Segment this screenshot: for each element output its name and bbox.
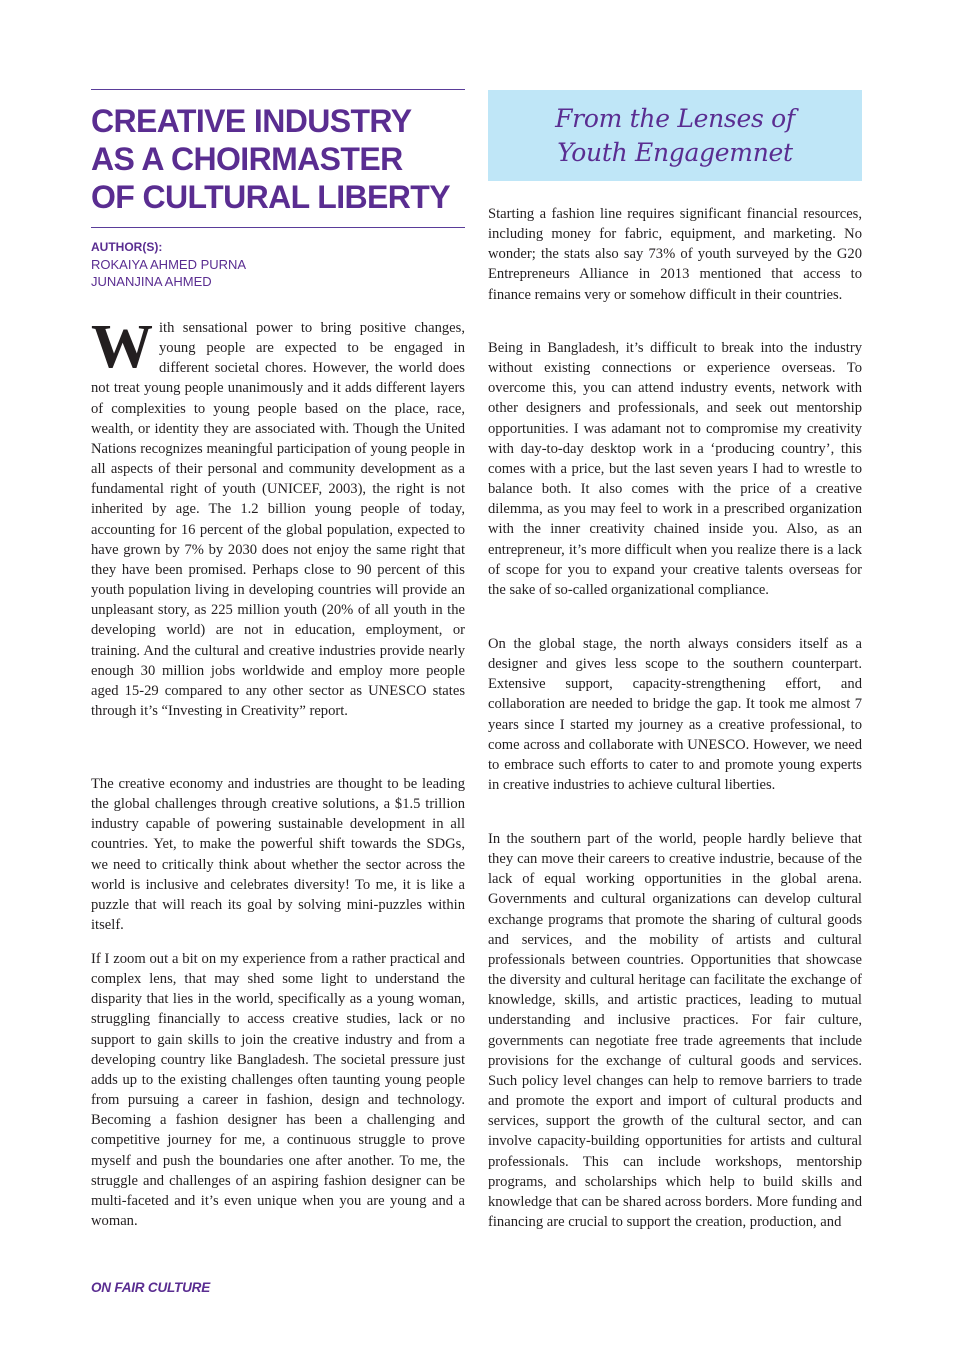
title-line-3: OF CULTURAL LIBERTY bbox=[91, 179, 450, 215]
author-name: JUNANJINA AHMED bbox=[91, 274, 212, 289]
body-paragraph: In the southern part of the world, people hardly believe that they can move their careers to creative industrie, because of the lack of equal working opportunities in the global arena. Governments and cultural organizations can develop cultural exchange programs that promote the sharing of cultural goods and services, and the mobility of artists and cultural professionals between countries. Opportunities that showcase the diversity and cultural heritage can facilitate the exchange of knowledge, skills, and artistic practices, leading to mutual understanding and inclusive practices. For fair culture, governments can negotiate free trade agreements that include provisions for the exchange of cultural goods and services. Such policy level changes can help to remove barriers to trade and promote the export and import of cultural products and services, support the growth of the cultural sector, and can involve capacity-building opportunities for artists and cultural professionals. This can include workshops, mentorship programs, and scholarships which help to build skills and knowledge that can be shared across borders. More funding and financing are crucial to support the creation, production, and bbox=[488, 831, 862, 1230]
body-paragraph bbox=[91, 313, 465, 721]
drop-cap: W bbox=[91, 313, 153, 381]
body-paragraph: The creative economy and industries are thought to be leading the global challenges through creative solutions, a $1.5 trillion industry capable of powering sustainable development in all countries. Yet, to make the powerful shift towards the SDGs, we need to critically think about whether the sector across the world is inclusive and celebrates diversity! To me, it is like a puzzle that will reach its goal by solving mini-puzzles within itself. bbox=[91, 776, 465, 934]
title-top-rule bbox=[91, 89, 465, 90]
title-line-2: AS A CHOIRMASTER bbox=[91, 141, 403, 177]
callout-line-2: Youth Engagemnet bbox=[557, 137, 793, 167]
section-callout bbox=[488, 90, 862, 181]
body-paragraph: If I zoom out a bit on my experience from a rather practical and complex lens, that may shed some light to understand the disparity that lies in the world, specifically as a young woman, struggling financially to access creative studies, lack or no support to gain skills to join the creative industry and from a developing country like Bangladesh. The societal pressure just adds up to the existing challenges often taunting young people from pursuing a career in fashion, design and technology. Becoming a fashion designer has been a challenging and competitive journey for me, a continuous struggle to prove myself and push the boundaries one after another. To me, the struggle and challenges of an aspiring fashion designer can be multi-faceted and it’s even unique when you are young and a woman. bbox=[91, 951, 465, 1230]
article-title bbox=[91, 102, 471, 216]
body-paragraph: Being in Bangladesh, it’s difficult to break into the industry without existing connections or experience overseas. To overcome this, you can attend industry events, network with other designers and professionals, and seek out mentorship opportunities. I was adamant not to compromise my creativity with day-to-day desktop work in a ‘producing country’, this comes with a price, but the last seven years I had to wrestle to balance both. It also comes with the price of a creative dilemma, as you may feel to work in a prescribed organization with the inner creativity chained inside you. Also, as an entrepreneur, it’s more difficult when you realize there is a lack of scope for you to expand your creative talents overseas for the sake of so-called organizational compliance. bbox=[488, 340, 862, 598]
paragraph-text: ith sensational power to bring positive changes, young people are expected to be engaged in different societal chores. However, the world does not treat young people unanimously and it adds different layers of complexities to young people based on the place, race, wealth, or identity they are associated with. Though the United Nations recognizes meaningful participation of young people in all aspects of their personal and community development as a fundamental right of youth (UNICEF, 2003), the right is not inherited by age. The 1.2 billion young people of today, accounting for 16 percent of the global population, expected to have grown by 7% by 2030 does not enjoy the same right that they have been promised. Perhaps close to 90 percent of this youth population living in developing countries will provide an unpleasant story, as 225 million youth (20% of all youth in the developing world) are not in education, employment, or training. And the cultural and creative industries provide nearly enough 30 million jobs worldwide and employ more people aged 15-29 compared to any other sector as UNESCO states through it’s “Investing in Creativity” report. bbox=[91, 320, 465, 719]
title-bottom-rule bbox=[91, 227, 465, 228]
author-block bbox=[91, 239, 465, 290]
footer-section-label: ON FAIR CULTURE bbox=[91, 1280, 210, 1295]
author-label: AUTHOR(S): bbox=[91, 240, 163, 254]
body-paragraph: Starting a fashion line requires significant financial resources, including money for fabric, equipment, and marketing. No wonder; the stats also say 73% of youth surveyed by the G20 Entrepreneurs Alliance in 2013 mentioned that access to finance remains very or somehow difficult in their countries. bbox=[488, 206, 862, 303]
title-line-1: CREATIVE INDUSTRY bbox=[91, 103, 412, 139]
author-name: ROKAIYA AHMED PURNA bbox=[91, 257, 247, 272]
body-paragraph: On the global stage, the north always considers itself as a designer and gives less scope to the southern counterpart. Extensive support, capacity-strengthening effort, and collaboration are needed to bridge the gap. It took me almost 7 years since I started my journey as a creative professional, to come across and collaborate with UNESCO. However, we need to embrace such efforts to cater to and promote young experts in creative industries to achieve cultural liberties. bbox=[488, 636, 862, 794]
callout-line-1: From the Lenses of bbox=[555, 103, 795, 133]
